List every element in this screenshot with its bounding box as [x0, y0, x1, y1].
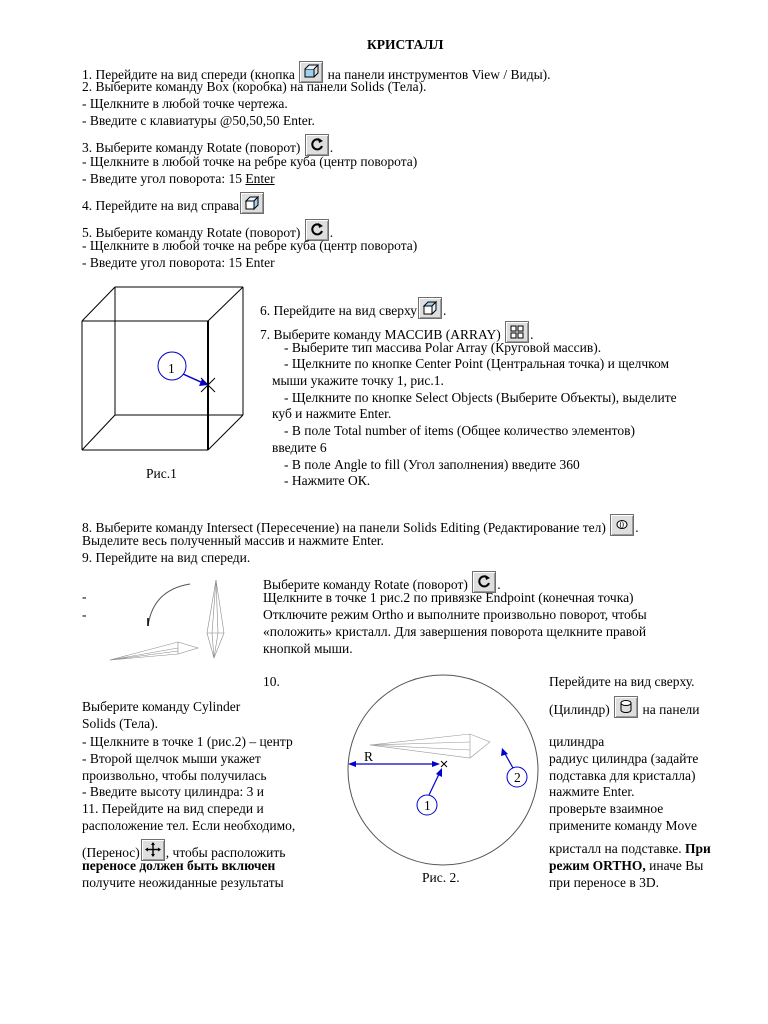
step-4: 4. Перейдите на вид справа [82, 192, 265, 214]
step-8: 8. Выберите команду Intersect (Пересечение) на панели Solids Editing (Редактирование тел) 0 . [82, 514, 639, 536]
step-8b: Выделите весь полученный массив и нажмите Enter. [82, 533, 384, 548]
left-col-line-8: расположение тел. Если необходимо, [82, 818, 296, 833]
step-3a: - Щелкните в любой точке на ребре куба (центр поворота) [82, 154, 418, 169]
document-title: КРИСТАЛЛ [367, 37, 444, 52]
figure-1-point-label: 1 [168, 361, 175, 376]
right-col-line-7: проверьте взаимное [549, 801, 664, 816]
right-col-line-9: кристалл на подставке. При [549, 841, 711, 856]
step-10-number: 10. [263, 674, 280, 689]
left-col-line-1: Выберите команду Cylinder [82, 699, 241, 714]
right-col-line-8: примените команду Move [549, 818, 697, 833]
step-5: 5. Выберите команду Rotate (поворот) . [82, 219, 333, 241]
step-6: 6. Перейдите на вид сверху . [260, 297, 446, 319]
step-5b: - Введите угол поворота: 15 Enter [82, 255, 275, 270]
right-col-line-10: режим ORTHO, иначе Вы [549, 858, 704, 873]
left-col-line-5: произвольно, чтобы получилась [82, 768, 267, 783]
step-7d-line1: - В поле Total number of items (Общее количество элементов) [284, 423, 635, 438]
list-dash-1: - [82, 589, 87, 604]
cylinder-icon[interactable] [614, 696, 638, 718]
right-col-line-11: при переносе в 3D. [549, 875, 659, 890]
step-2b: - Введите с клавиатуры @50,50,50 Enter. [82, 113, 315, 128]
step-7d-line2: введите 6 [272, 440, 327, 455]
rotate-line-4: «положить» кристалл. Для завершения поворота щелкните правой [263, 624, 647, 639]
step-7: 7. Выберите команду МАССИВ (ARRAY) . [260, 321, 534, 343]
right-col-line-4: радиус цилиндра (задайте [549, 751, 699, 766]
left-col-line-6: - Введите высоту цилиндра: 3 и [82, 784, 264, 799]
right-col-line-2: (Цилиндр) на панели [549, 696, 700, 718]
right-col-line-1: Перейдите на вид сверху. [549, 674, 695, 689]
figure-2-caption: Рис. 2. [422, 870, 460, 885]
left-col-line-3: - Щелкните в точке 1 (рис.2) – центр [82, 734, 293, 749]
right-col-line-6: нажмите Enter. [549, 784, 635, 799]
figure-1-caption: Рис.1 [146, 466, 177, 481]
left-col-line-7: 11. Перейдите на вид спереди и [82, 801, 264, 816]
step-3: 3. Выберите команду Rotate (поворот) . [82, 134, 333, 156]
figure-2-point-1-label: 1 [424, 798, 431, 813]
figure-2-point-2-label: 2 [514, 770, 521, 785]
figure-1-cube [75, 285, 250, 460]
right-col-line-5: подставка для кристалла) [549, 768, 696, 783]
left-col-line-10: переносе должен быть включен [82, 858, 276, 873]
svg-text:0: 0 [619, 520, 625, 530]
step-2a: - Щелкните в любой точке чертежа. [82, 96, 288, 111]
right-col-line-3: цилиндра [549, 734, 605, 749]
step-7b-line1: - Щелкните по кнопке Center Point (Центральная точка) и щелчком [284, 356, 670, 371]
crystal-figure [108, 578, 238, 663]
step-3b: - Введите угол поворота: 15 Enter [82, 171, 275, 186]
figure-2-radius-label: R [364, 749, 374, 764]
rotate-instruction: Выберите команду Rotate (поворот) . [263, 571, 501, 593]
top-view-icon[interactable] [418, 297, 442, 319]
left-col-line-11: получите неожиданные результаты [82, 875, 284, 890]
step-7a: - Выберите тип массива Polar Array (Круговой массив). [284, 340, 602, 355]
step-1: 1. Перейдите на вид спереди (кнопка на панели инструментов View / Виды). [82, 61, 551, 83]
right-view-icon[interactable] [240, 192, 264, 214]
left-col-line-2: Solids (Тела). [82, 716, 158, 731]
step-5a: - Щелкните в любой точке на ребре куба (центр поворота) [82, 238, 418, 253]
step-7c-line2: куб и нажмите Enter. [272, 406, 392, 421]
rotate-line-5: кнопкой мыши. [263, 641, 353, 656]
step-7f: - Нажмите ОК. [284, 473, 371, 488]
list-dash-2: - [82, 607, 87, 622]
rotate-line-2: Щелкните в точке 1 рис.2 по привязке Endpoint (конечная точка) [263, 590, 634, 605]
step-7b-line2: мыши укажите точку 1, рис.1. [272, 373, 444, 388]
left-col-line-4: - Второй щелчок мыши укажет [82, 751, 261, 766]
step-7c-line1: - Щелкните по кнопке Select Objects (Выберите Объекты), выделите [284, 390, 677, 405]
step-9: 9. Перейдите на вид спереди. [82, 550, 251, 565]
intersect-icon[interactable] [610, 514, 634, 536]
step-7e: - В поле Angle to fill (Угол заполнения) введите 360 [284, 457, 580, 472]
rotate-line-3: Отключите режим Ortho и выполните произвольно поворот, чтобы [263, 607, 647, 622]
step-2: 2. Выберите команду Box (коробка) на панели Solids (Тела). [82, 79, 427, 94]
left-col-line-9: (Перенос) , чтобы расположить [82, 839, 285, 861]
